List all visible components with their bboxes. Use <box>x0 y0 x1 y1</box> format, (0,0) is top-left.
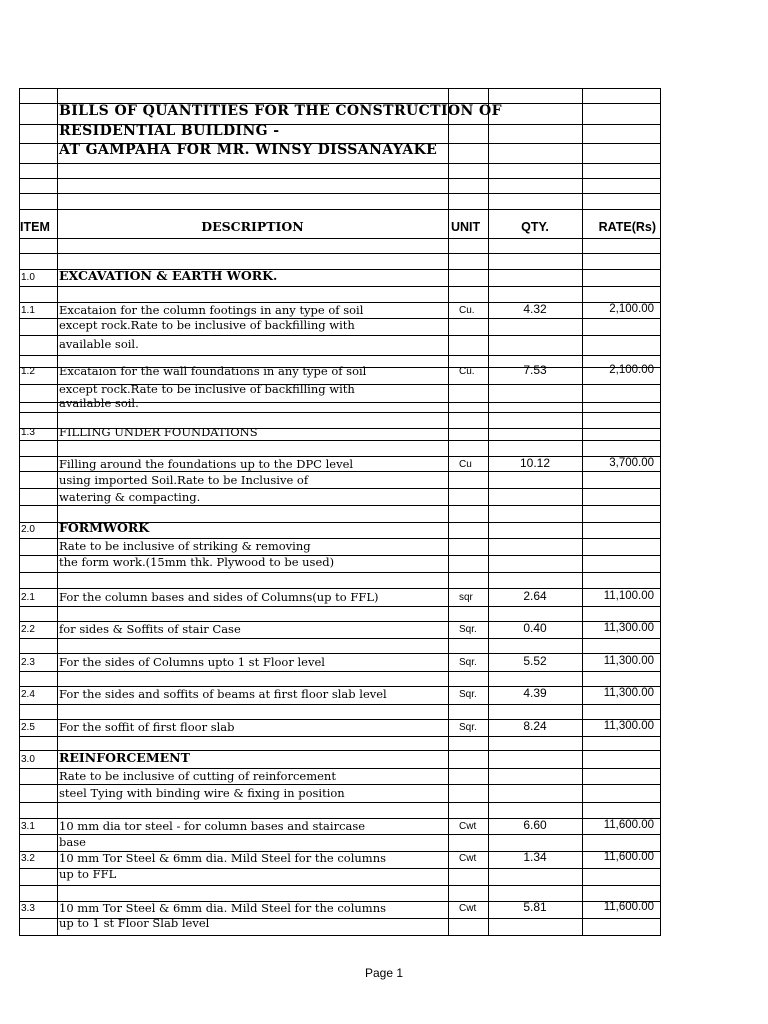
item-description: available soil. <box>59 337 139 351</box>
grid-row-line <box>19 784 661 785</box>
document-title-line: RESIDENTIAL BUILDING - <box>59 123 280 139</box>
grid-row-line <box>19 802 661 803</box>
item-number: 2.0 <box>21 524 35 535</box>
grid-row-line <box>19 572 661 573</box>
item-number: 2.5 <box>21 722 35 733</box>
item-description: Excataion for the column footings in any type of soil <box>59 303 364 317</box>
rate-value: 11,300.00 <box>603 720 654 732</box>
item-number: 2.2 <box>21 624 35 635</box>
grid-row-line <box>19 163 661 164</box>
section-heading: EXCAVATION & EARTH WORK. <box>59 268 278 283</box>
column-header-qty: QTY. <box>521 220 549 234</box>
grid-row-line <box>19 88 661 89</box>
quantity-value: 10.12 <box>519 456 551 470</box>
item-number: 1.0 <box>21 272 35 283</box>
item-description: 10 mm Tor Steel & 6mm dia. Mild Steel for the columns <box>59 851 387 865</box>
item-description: For the soffit of first floor slab <box>59 720 235 734</box>
grid-row-line <box>19 471 661 472</box>
item-description: for sides & Soffits of stair Case <box>59 622 241 636</box>
grid-row-line <box>19 335 661 336</box>
grid-row-line <box>19 638 661 639</box>
grid-row-line <box>19 488 661 489</box>
column-header-item: ITEM <box>20 220 50 234</box>
quantity-value: 4.32 <box>523 302 547 316</box>
quantity-value: 7.53 <box>523 363 547 377</box>
item-number: 1.3 <box>21 427 35 438</box>
unit-value: Cu. <box>459 305 475 316</box>
section-heading: REINFORCEMENT <box>59 750 190 765</box>
grid-row-line <box>19 606 661 607</box>
grid-row-line <box>19 935 661 936</box>
column-header-description: DESCRIPTION <box>201 219 304 234</box>
item-description: except rock.Rate to be inclusive of backfilling with <box>59 382 355 396</box>
grid-row-line <box>19 412 661 413</box>
grid-row-line <box>19 286 661 287</box>
item-number: 3.2 <box>21 853 35 864</box>
grid-row-line <box>19 505 661 506</box>
item-number: 2.4 <box>21 689 35 700</box>
grid-column-line <box>19 88 20 935</box>
unit-value: Cu. <box>459 366 475 377</box>
rate-value: 11,600.00 <box>603 901 654 913</box>
grid-column-line <box>488 88 489 935</box>
quantity-value: 5.81 <box>523 900 547 914</box>
grid-row-line <box>19 736 661 737</box>
quantity-value: 0.40 <box>523 621 547 635</box>
grid-row-line <box>19 355 661 356</box>
grid-row-line <box>19 704 661 705</box>
rate-value: 11,300.00 <box>603 655 654 667</box>
item-description: 10 mm dia tor steel - for column bases and staircase <box>59 819 366 833</box>
section-heading: FORMWORK <box>59 520 150 535</box>
quantity-value: 5.52 <box>523 654 547 668</box>
unit-value: Sqr. <box>459 722 477 733</box>
grid-row-line <box>19 834 661 835</box>
grid-row-line <box>19 253 661 254</box>
quantity-value: 2.64 <box>523 589 547 603</box>
item-description: FILLING UNDER FOUNDATIONS <box>59 425 258 439</box>
rate-value: 3,700.00 <box>609 457 654 469</box>
item-number: 2.3 <box>21 657 35 668</box>
item-number: 3.0 <box>21 754 35 765</box>
item-description: except rock.Rate to be inclusive of backfilling with <box>59 318 355 332</box>
rate-value: 11,600.00 <box>603 851 654 863</box>
item-description: For the sides of Columns upto 1 st Floor level <box>59 655 325 669</box>
rate-value: 11,100.00 <box>603 590 654 602</box>
document-title-line: AT GAMPAHA FOR MR. WINSY DISSANAYAKE <box>59 142 438 158</box>
item-number: 3.1 <box>21 821 35 832</box>
item-number: 1.1 <box>21 305 35 316</box>
item-number: 3.3 <box>21 903 35 914</box>
rate-value: 11,600.00 <box>603 819 654 831</box>
grid-row-line <box>19 209 661 210</box>
grid-column-line <box>57 88 58 935</box>
item-description: 10 mm Tor Steel & 6mm dia. Mild Steel for the columns <box>59 901 387 915</box>
item-description: using imported Soil.Rate to be Inclusive of <box>59 473 309 487</box>
item-number: 2.1 <box>21 592 35 603</box>
grid-row-line <box>19 178 661 179</box>
page-number: Page 1 <box>364 966 404 980</box>
item-description: For the sides and soffits of beams at first floor slab level <box>59 687 387 701</box>
column-header-rate: RATE(Rs) <box>598 220 656 234</box>
item-description: up to 1 st Floor Slab level <box>59 916 210 930</box>
grid-row-line <box>19 671 661 672</box>
grid-column-line <box>582 88 583 935</box>
item-description: the form work.(15mm thk. Plywood to be used) <box>59 555 335 569</box>
unit-value: sqr <box>459 592 473 603</box>
item-number: 1.2 <box>21 366 35 377</box>
grid-column-line <box>448 88 449 935</box>
grid-row-line <box>19 193 661 194</box>
item-description: Filling around the foundations up to the DPC level <box>59 457 354 471</box>
grid-column-line <box>660 88 661 935</box>
unit-value: Cwt <box>459 903 477 914</box>
item-description: Rate to be inclusive of cutting of reinforcement <box>59 769 336 783</box>
item-description: steel Tying with binding wire & fixing in position <box>59 786 345 800</box>
item-description: up to FFL <box>59 867 117 881</box>
unit-value: Sqr. <box>459 657 477 668</box>
quantity-value: 6.60 <box>523 818 547 832</box>
item-description: Excataion for the wall foundations in any type of soil <box>59 364 367 378</box>
item-description: watering & compacting. <box>59 490 201 504</box>
item-description: base <box>59 835 86 849</box>
rate-value: 2,100.00 <box>609 303 654 315</box>
grid-row-line <box>19 440 661 441</box>
item-description: Rate to be inclusive of striking & removing <box>59 539 311 553</box>
column-header-unit: UNIT <box>451 220 481 234</box>
grid-row-line <box>19 885 661 886</box>
unit-value: Cu <box>459 459 472 470</box>
document-title-line: BILLS OF QUANTITIES FOR THE CONSTRUCTION OF <box>59 103 502 119</box>
item-description: available soil. <box>59 396 139 410</box>
rate-value: 11,300.00 <box>603 687 654 699</box>
quantity-value: 1.34 <box>523 850 547 864</box>
unit-value: Cwt <box>459 853 477 864</box>
quantity-value: 4.39 <box>523 686 547 700</box>
unit-value: Cwt <box>459 821 477 832</box>
quantity-value: 8.24 <box>523 719 547 733</box>
grid-row-line <box>19 238 661 239</box>
item-description: For the column bases and sides of Columns(up to FFL) <box>59 590 379 604</box>
rate-value: 2,100.00 <box>609 364 654 376</box>
rate-value: 11,300.00 <box>603 622 654 634</box>
unit-value: Sqr. <box>459 689 477 700</box>
unit-value: Sqr. <box>459 624 477 635</box>
